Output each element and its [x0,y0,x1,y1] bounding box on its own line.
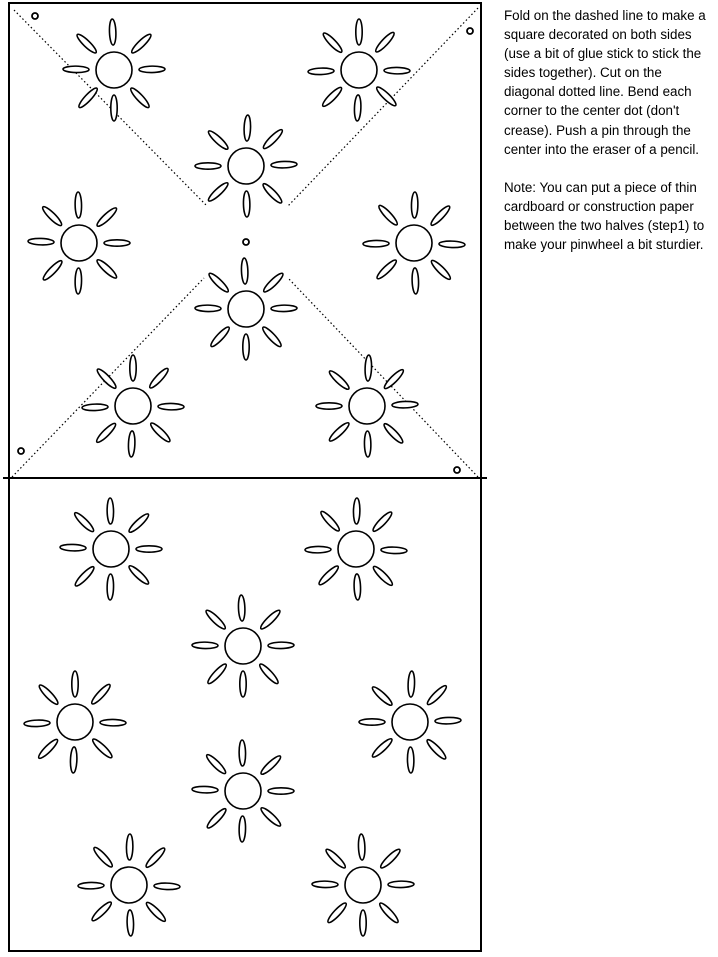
sun-icon [195,115,297,217]
sun-icon [60,498,162,600]
sun-icon [78,834,180,936]
sun-icon [195,258,297,360]
sun-icon [192,595,294,697]
corner-dot [454,467,460,473]
sun-icon [24,671,126,773]
sun-icon [305,498,407,600]
instructions-text [504,6,712,273]
corner-dot [18,448,24,454]
sun-icon [192,740,294,842]
cut-line-top-right [288,8,478,206]
instructions-note: Note: You can put a piece of thin cardboard or construction paper between the two halves (step1) to make your pinwheel a bit sturdier. [504,179,705,253]
sun-icon [308,19,410,121]
cut-line-bottom-right [288,278,478,477]
instructions-paragraph-1: Fold on the dashed line to make a square decorated on both sides (use a bit of glue stick to stick the sides together). Cut on the diagonal dotted line. Bend each corner to the center dot (don't crease). Push a pin through the center into the eraser of a pencil. [504,8,706,157]
sun-icon [316,355,418,457]
sun-icon [359,671,461,773]
center-dot [243,239,249,245]
sun-icon [363,192,465,294]
sun-icon [63,19,165,121]
sun-icon [82,355,184,457]
sun-icon [312,834,414,936]
corner-dot [32,13,38,19]
sun-icon [28,192,130,294]
corner-dot [467,28,473,34]
